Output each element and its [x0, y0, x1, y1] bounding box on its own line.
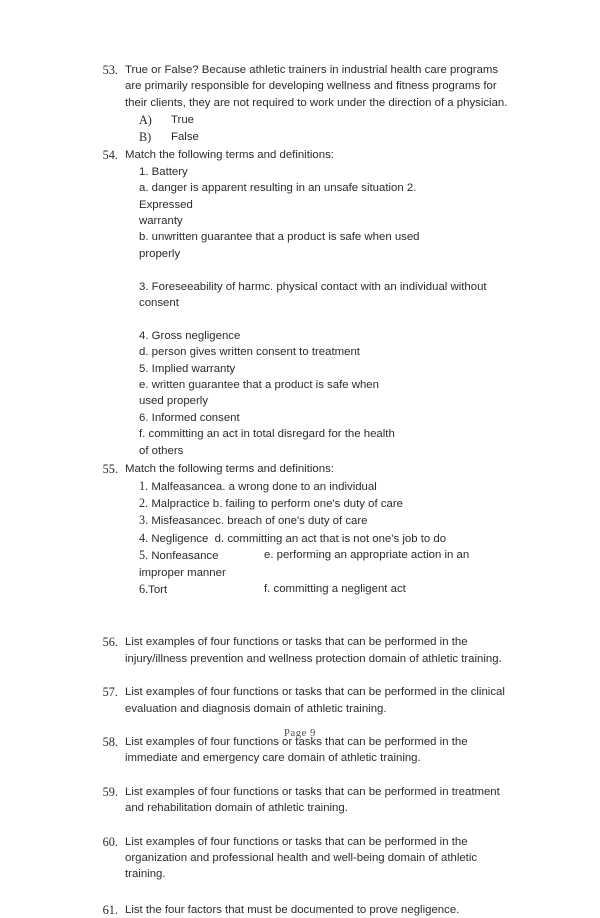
matching-row [139, 581, 508, 598]
matching-row [139, 164, 508, 213]
matching-term: Tort [148, 583, 168, 596]
question-57 [92, 684, 508, 717]
matching-definition: f. committing a negligent act [264, 582, 406, 595]
matching-definition: e. written guarantee that a product is safe when used properly [139, 379, 379, 408]
matching-term: Malpractice [151, 497, 210, 510]
question-60 [92, 834, 508, 883]
matching-term: Malfeasance [151, 480, 216, 493]
question-number: 57. [102, 685, 118, 700]
matching-row [139, 547, 508, 581]
matching-term: Nonfeasance [151, 550, 219, 563]
question-59 [92, 784, 508, 817]
matching-definition: a. a wrong done to an individual [215, 480, 377, 493]
matching-number: 5. [139, 548, 149, 563]
answer-choice-b[interactable] [139, 129, 508, 146]
matching-number: 3. [139, 513, 149, 528]
matching-definition: a. danger is apparent resulting in an unsafe situation 2. Expressed [139, 182, 417, 211]
matching-row [139, 478, 508, 495]
matching-term: Negligence [151, 532, 209, 545]
matching-definition: b. failing to perform one's duty of care [212, 497, 403, 510]
choice-label: False [171, 130, 199, 143]
matching-definition: b. unwritten guarantee that a product is safe when used properly [139, 231, 420, 260]
matching-term: 4. Gross negligence [139, 329, 241, 342]
matching-row [139, 410, 508, 459]
answer-choice-a[interactable] [139, 112, 508, 129]
question-61 [92, 902, 508, 918]
question-stem: List examples of four functions or tasks that can be performed in the clinical evaluation and diagnosis domain of athletic training. [125, 686, 505, 715]
answer-choices [125, 112, 508, 145]
question-56 [92, 634, 508, 667]
matching-row [139, 361, 508, 410]
matching-definition: d. person gives written consent to treatment [139, 346, 360, 359]
question-stem: List the four factors that must be documented to prove negligence. [125, 903, 460, 916]
matching-term: 5. Implied warranty [139, 362, 236, 375]
matching-row [139, 328, 508, 361]
matching-list [139, 164, 508, 459]
matching-term-cell [139, 581, 264, 598]
matching-row [139, 512, 508, 529]
question-number: 56. [102, 635, 118, 650]
question-number: 58. [102, 734, 118, 749]
question-stem: True or False? Because athletic trainers in industrial health care programs are primarily responsible for developing wellness and fitness programs for their clients, they are not required to work under the direction of a physician. [125, 64, 508, 109]
matching-list [139, 478, 508, 599]
matching-number: 4. [139, 530, 149, 545]
matching-term: 6. Informed consent [139, 411, 240, 424]
choice-letter: B) [139, 129, 152, 144]
question-number: 60. [102, 834, 118, 849]
question-number: 61. [102, 902, 118, 917]
choice-letter: A) [139, 113, 152, 128]
question-stem: List examples of four functions or tasks that can be performed in treatment and rehabilitation domain of athletic training. [125, 785, 500, 815]
matching-number: 2. [139, 495, 149, 510]
matching-term: Misfeasance [151, 515, 216, 528]
question-stem: List examples of four functions or tasks that can be performed in the organization and professional health and well-being domain of athletic training. [125, 835, 478, 881]
row-spacer [139, 311, 508, 327]
matching-row [139, 213, 508, 262]
question-53 [92, 62, 508, 145]
question-stem: Match the following terms and definitions: [125, 149, 334, 162]
matching-definition: d. committing an act that is not one's job to do [214, 532, 447, 545]
matching-row [139, 530, 508, 547]
matching-row [139, 495, 508, 512]
matching-definition: c. physical contact with an individual without consent [139, 280, 487, 310]
question-number: 54. [102, 148, 118, 163]
question-number: 53. [102, 63, 118, 77]
choice-label: True [171, 114, 194, 127]
matching-term-cell [139, 547, 264, 564]
matching-definition: e. performing an appropriate action in an improper manner [139, 549, 470, 579]
question-stem: List examples of four functions or tasks that can be performed in the immediate and emergency care domain of athletic training. [125, 735, 468, 765]
matching-definition: f. committing an act in total disregard for the health of others [139, 428, 395, 457]
matching-row [139, 279, 508, 312]
question-stem: List examples of four functions or tasks that can be performed in the injury/illness prevention and wellness protection domain of athletic training. [125, 636, 502, 665]
question-number: 55. [102, 462, 118, 477]
matching-number: 6. [139, 581, 149, 596]
question-54 [92, 147, 508, 459]
page-footer: Page 9 [284, 728, 316, 739]
question-number: 59. [102, 784, 118, 799]
question-stem: Match the following terms and definitions: [125, 463, 334, 476]
question-55 [92, 461, 508, 598]
matching-term: warranty [139, 215, 183, 228]
matching-term: 3. Foreseeability of harm [139, 280, 265, 293]
matching-term: 1. Battery [139, 165, 188, 178]
row-spacer [139, 262, 508, 278]
matching-definition: c. breach of one's duty of care [215, 515, 368, 528]
matching-number: 1. [139, 478, 149, 493]
